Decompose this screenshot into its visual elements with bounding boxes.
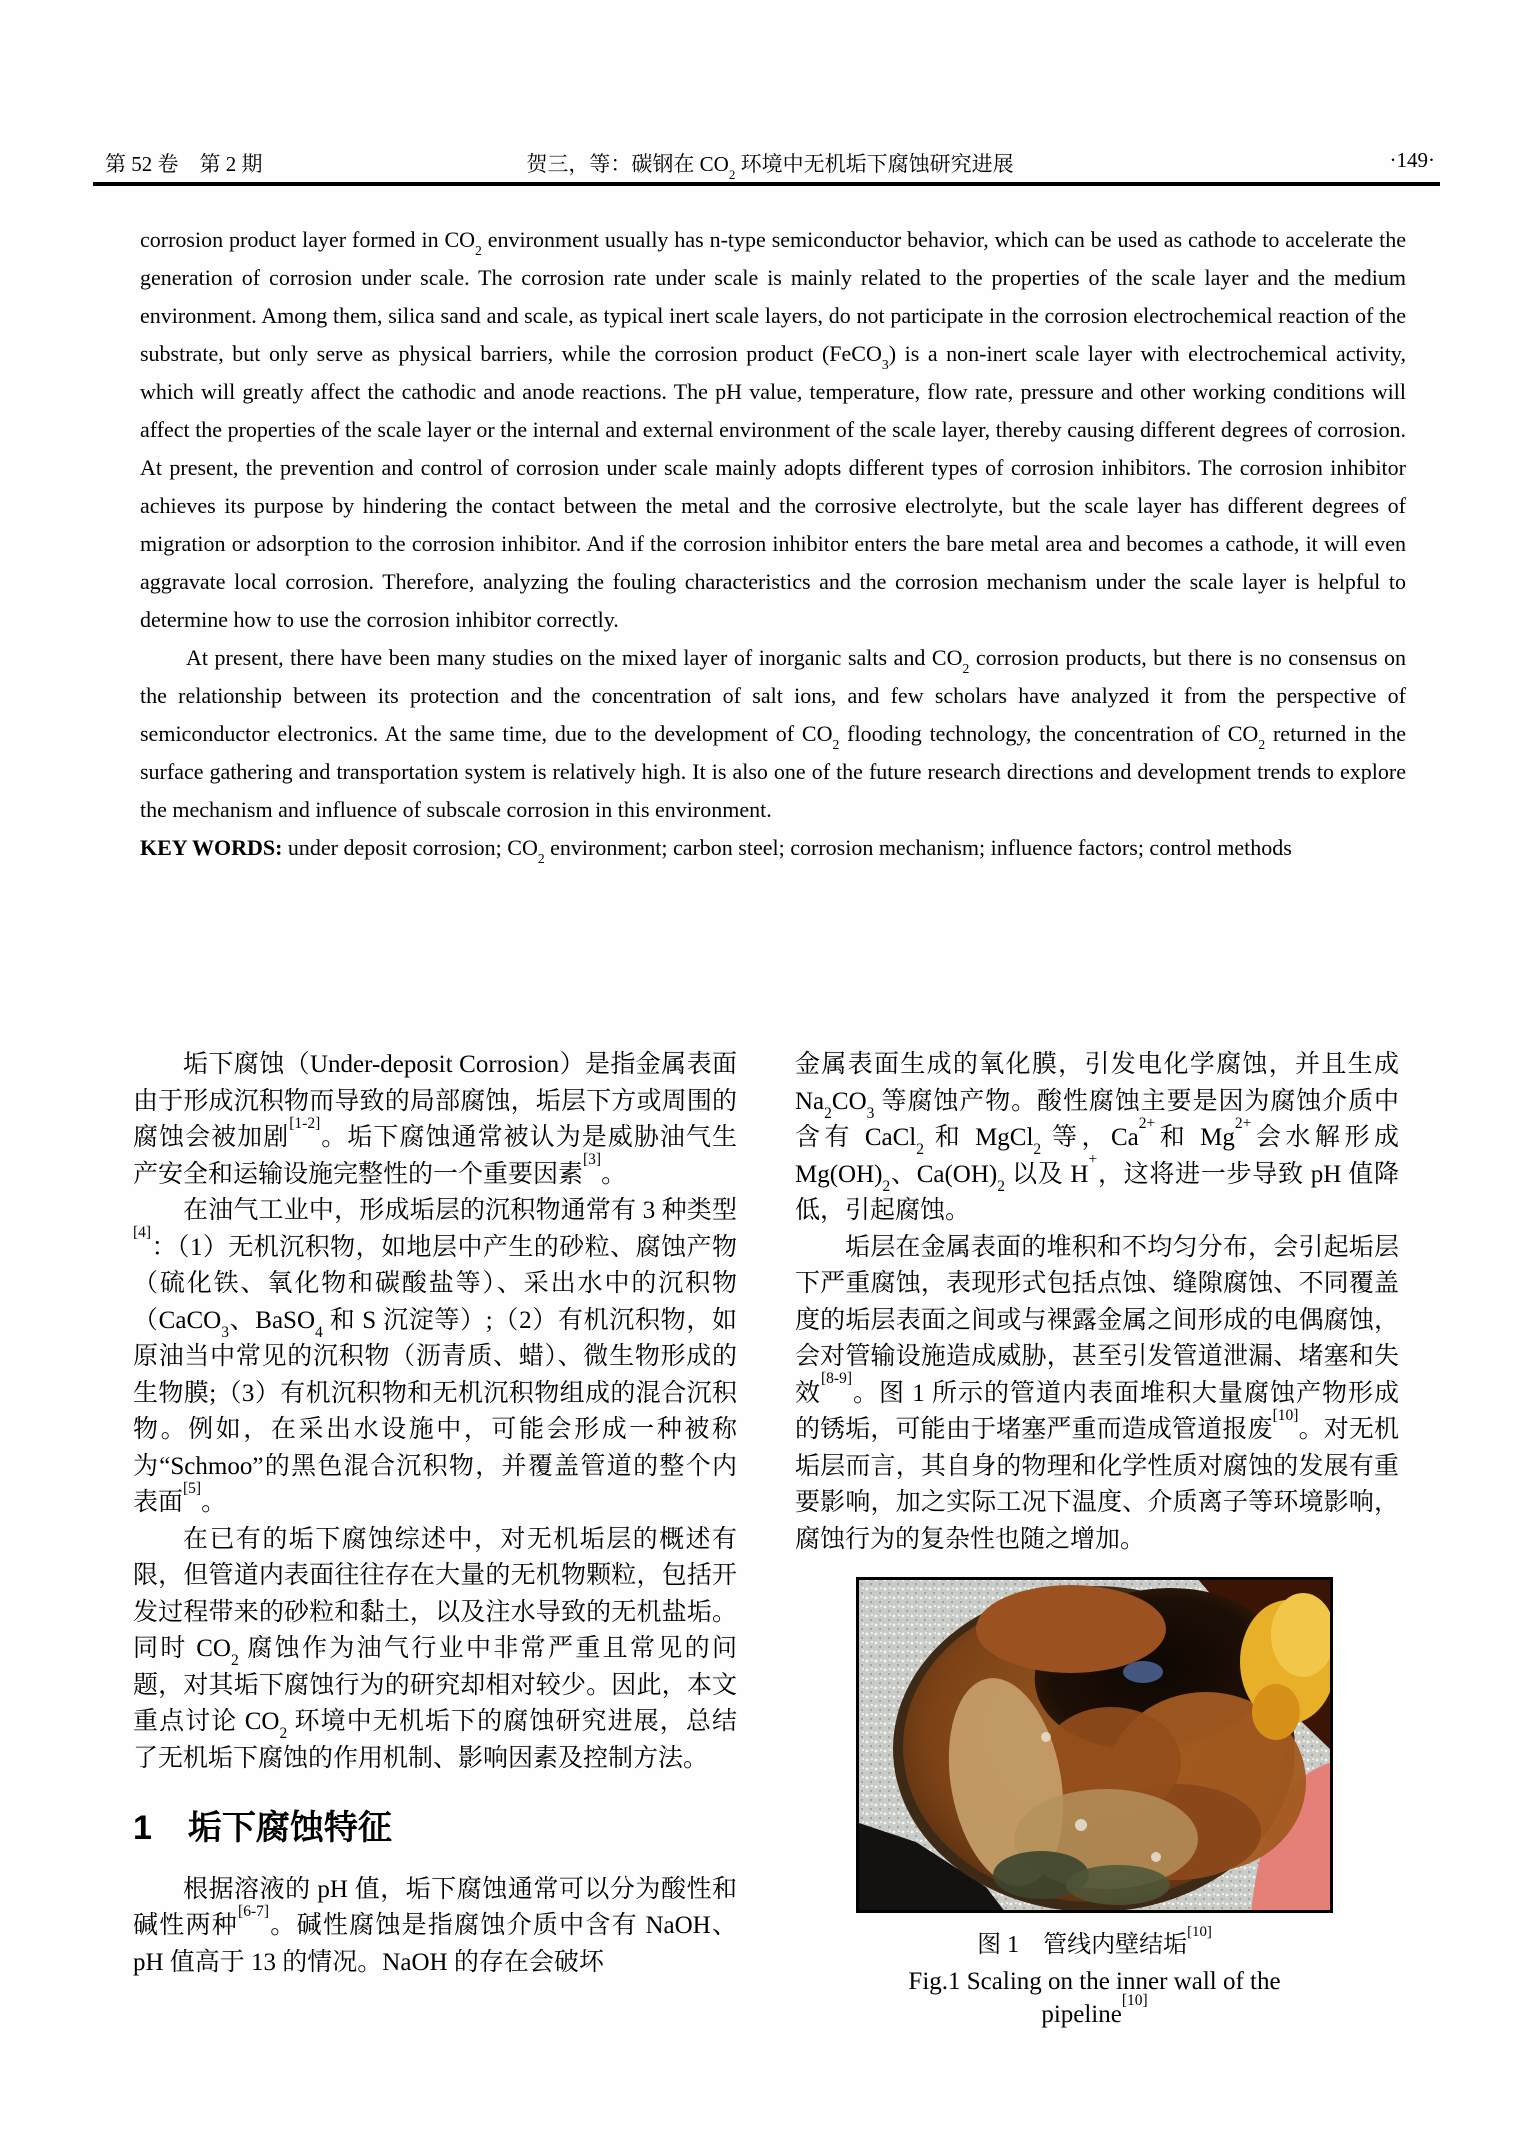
- keywords-text: under deposit corrosion; $CO_2$ environment; carbon steel; corrosion mechanism; influence factors; control methods: [287, 835, 1292, 867]
- section-1-number: 1: [133, 1809, 152, 1847]
- photo-rust-lump-top: [976, 1585, 1166, 1673]
- running-title: 贺三，等：碳钢在 $CO_2$ 环境中无机垢下腐蚀研究进展: [526, 152, 1014, 182]
- volume-issue: 第 52 卷 第 2 期: [105, 152, 263, 176]
- photo-white-glint-3: [1041, 1732, 1051, 1742]
- figure-1-caption-zh: 图 1 管线内壁结垢[10]: [977, 1923, 1212, 1958]
- figure1-photo: [856, 1577, 1333, 1913]
- page-header: [105, 148, 1435, 182]
- figure-1-caption: [856, 1923, 1333, 2031]
- figure-1: [856, 1577, 1333, 2031]
- header-rule: [93, 182, 1440, 186]
- abstract-block: [140, 221, 1406, 867]
- abstract-paragraph-2: At present, there have been many studies on the mixed layer of inorganic salts and $CO_2$ corrosion products, but there is no consensus on the relationship between its protection and the concentration of salt ions, and few scholars have analyzed it from the perspective of semiconductor electronics. At the same time, due to the development of $CO_2$ flooding technology, the concentration of $CO_2$ returned in the surface gathering and transportation system is relatively high. It is also one of the future research directions and development trends to explore the mechanism and influence of subscale corrosion in this environment.: [140, 645, 1406, 822]
- abstract-paragraph-1: corrosion product layer formed in $CO_2$ environment usually has n-type semiconductor behavior, which can be used as cathode to accelerate the generation of corrosion under scale. The corrosion rate under scale is mainly related to the properties of the scale layer and the medium environment. Among them, silica sand and scale, as typical inert scale layers, do not participate in the corrosion electrochemical reaction of the substrate, but only serve as physical barriers, while the corrosion product (FeCO$_3$) is a non-inert scale layer with electrochemical activity, which will greatly affect the cathodic and anode reactions. The pH value, temperature, flow rate, pressure and other working conditions will affect the properties of the scale layer or the internal and external environment of the scale layer, thereby causing different degrees of corrosion. At present, the prevention and control of corrosion under scale mainly adopts different types of corrosion inhibitors. The corrosion inhibitor achieves its purpose by hindering the contact between the metal and the corrosive electrolyte, but the scale layer has different degrees of migration or adsorption to the corrosion inhibitor. And if the corrosion inhibitor enters the bare metal area and becomes a cathode, it will even aggravate local corrosion. Therefore, analyzing the fouling characteristics and the corrosion mechanism under the scale layer is helpful to determine how to use the corrosion inhibitor correctly.: [140, 227, 1406, 632]
- page-number: ·149·: [1389, 148, 1435, 172]
- right-column: [795, 1047, 1399, 2031]
- body-paragraph-2: 在油气工业中，形成垢层的沉积物通常有 3 种类型[4]：（1）无机沉积物，如地层中产生的砂粒、腐蚀产物（硫化铁、氧化物和碳酸盐等）、采出水中的沉积物（CaCO$_3$、BaSO$_4$ 和 S 沉淀等）;（2）有机沉积物，如原油当中常见的沉积物（沥青质、蜡）、微生物形成的生物膜;（3）有机沉积物和无机沉积物组成的混合沉积物。例如，在采出水设施中，可能会形成一种被称为“Schmoo”的黑色混合沉积物，并覆盖管道的整个内表面[5]。: [133, 1197, 737, 1516]
- photo-gold-small: [1252, 1684, 1300, 1740]
- section-1-heading: [133, 1807, 737, 1850]
- photo-green-deposit-right: [1066, 1865, 1170, 1905]
- keywords-line: [140, 829, 1406, 867]
- body-paragraph-4: 根据溶液的 pH 值，垢下腐蚀通常可以分为酸性和碱性两种[6-7]。碱性腐蚀是指腐蚀介质中含有 NaOH、pH 值高于 13 的情况。NaOH 的存在会破坏: [133, 1875, 737, 1976]
- body-paragraph-1: 垢下腐蚀（Under-deposit Corrosion）是指金属表面由于形成沉积物而导致的局部腐蚀，垢层下方或周围的腐蚀会被加剧[1-2]。垢下腐蚀通常被认为是威胁油气生产安全和运输设施完整性的一个重要因素[3]。: [133, 1051, 737, 1188]
- body-paragraph-3: 在已有的垢下腐蚀综述中，对无机垢层的概述有限，但管道内表面往往存在大量的无机物颗粒，包括开发过程带来的砂粒和黏土，以及注水导致的无机盐垢。同时 $CO_2$ 腐蚀作为油气行业中非常严重且常见的问题，对其垢下腐蚀行为的研究却相对较少。因此，本文重点讨论 $CO_2$ 环境中无机垢下的腐蚀研究进展，总结了无机垢下腐蚀的作用机制、影响因素及控制方法。: [133, 1525, 737, 1772]
- photo-white-glint-2: [1151, 1852, 1161, 1862]
- photo-gold-highlight: [1271, 1593, 1333, 1677]
- body-paragraph-6: 垢层在金属表面的堆积和不均匀分布，会引起垢层下严重腐蚀，表现形式包括点蚀、缝隙腐蚀、不同覆盖度的垢层表面之间或与裸露金属之间形成的电偶腐蚀，会对管输设施造成威胁，甚至引发管道泄漏、堵塞和失效[8-9]。图 1 所示的管道内表面堆积大量腐蚀产物形成的锈垢，可能由于堵塞严重而造成管道报废[10]。对无机垢层而言，其自身的物理和化学性质对腐蚀的发展有重要影响，加之实际工况下温度、介质离子等环境影响，腐蚀行为的复杂性也随之增加。: [795, 1233, 1399, 1553]
- left-column: [133, 1047, 737, 1981]
- section-1-title: 垢下腐蚀特征: [187, 1809, 392, 1847]
- photo-white-glint-1: [1075, 1819, 1087, 1831]
- photo-blue-glint: [1123, 1661, 1163, 1683]
- figure-1-caption-en: Fig.1 Scaling on the inner wall of the pipeline[10]: [908, 1968, 1281, 2028]
- keywords-label: KEY WORDS:: [140, 835, 283, 860]
- body-paragraph-5: 金属表面生成的氧化膜，引发电化学腐蚀，并且生成 $Na_2CO_3$ 等腐蚀产物。酸性腐蚀主要是因为腐蚀介质中含有 CaCl$_2$ 和 MgCl$_2$ 等，$Ca^{2+}$和 $Mg^{2+}$会水解形成 $Mg(OH)_2$、$Ca(OH)_2$ 以及 H+，这将进一步导致 pH 值降低，引起腐蚀。: [795, 1051, 1400, 1224]
